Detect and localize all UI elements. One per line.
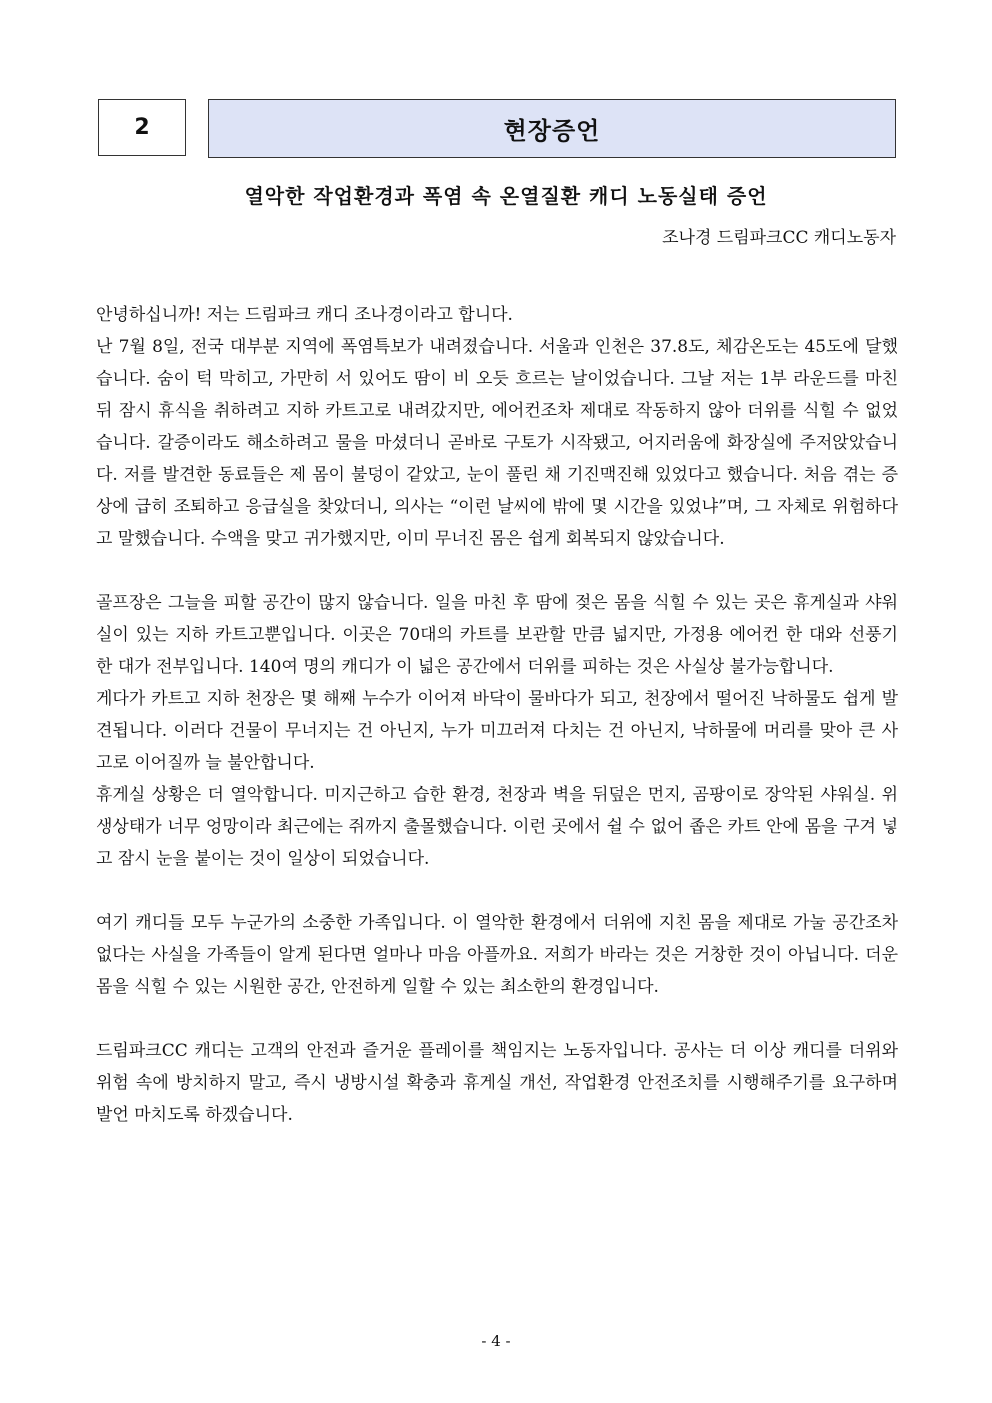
paragraph-family: 여기 캐디들 모두 누군가의 소중한 가족입니다. 이 열악한 환경에서 더위에 지친 몸을 제대로 가눌 공간조차 없다는 사실을 가족들이 알게 된다면 얼마나 마음 아플까요. 저희가 바라는 것은 거창한 것이 아닙니다. 더운 몸을 식힐 수 있는 시원한 공간, 안전하게 일할 수 있는 최소한의 환경입니다. [96,913,898,997]
paragraph-rest-area: 휴게실 상황은 더 열악합니다. 미지근하고 습한 환경, 천장과 벽을 뒤덮은 먼지, 곰팡이로 장악된 샤워실. 위생상태가 너무 엉망이라 최근에는 쥐까지 출몰했습니다. 이런 곳에서 쉴 수 없어 좁은 카트 안에 몸을 구겨 넣고 잠시 눈을 붙이는 것이 일상이 되었습니다. [96,785,898,869]
page-number: - 4 - [481,1332,511,1350]
paragraph-demand: 드림파크CC 캐디는 고객의 안전과 즐거운 플레이를 책임지는 노동자입니다. 공사는 더 이상 캐디를 더위와 위험 속에 방치하지 말고, 즉시 냉방시설 확충과 휴게실 개선, 작업환경 안전조치를 시행해주기를 요구하며 발언 마치도록 하겠습니다. [96,1041,898,1125]
document-body [96,299,898,1131]
paragraph-greeting: 안녕하십니까! 저는 드림파크 캐디 조나경이라고 합니다. [96,305,513,325]
section-title: 현장증언 [208,99,896,158]
paragraph-facilities: 골프장은 그늘을 피할 공간이 많지 않습니다. 일을 마친 후 땀에 젖은 몸을 식힐 수 있는 곳은 휴게실과 샤워실이 있는 지하 카트고뿐입니다. 이곳은 70대의 카트를 보관할 만큼 넓지만, 가정용 에어컨 한 대와 선풍기 한 대가 전부입니다. 140여 명의 캐디가 이 넓은 공간에서 더위를 피하는 것은 사실상 불가능합니다. [96,593,898,677]
paragraph-ceiling-leak: 게다가 카트고 지하 천장은 몇 해째 누수가 이어져 바닥이 물바다가 되고, 천장에서 떨어진 낙하물도 쉽게 발견됩니다. 이러다 건물이 무너지는 건 아닌지, 누가 미끄러져 다치는 건 아닌지, 낙하물에 머리를 맞아 큰 사고로 이어질까 늘 불안합니다. [96,689,898,773]
paragraph-spacer [96,1003,898,1035]
section-number: 2 [98,99,186,156]
paragraph-incident: 난 7월 8일, 전국 대부분 지역에 폭염특보가 내려졌습니다. 서울과 인천은 37.8도, 체감온도는 45도에 달했습니다. 숨이 턱 막히고, 가만히 서 있어도 땀이 비 오듯 흐르는 날이었습니다. 그날 저는 1부 라운드를 마친 뒤 잠시 휴식을 취하려고 지하 카트고로 내려갔지만, 에어컨조차 제대로 작동하지 않아 더위를 식힐 수 없었습니다. 갈증이라도 해소하려고 물을 마셨더니 곧바로 구토가 시작됐고, 어지러움에 화장실에 주저앉았습니다. 저를 발견한 동료들은 제 몸이 불덩이 같았고, 눈이 풀린 채 기진맥진해 있었다고 했습니다. 처음 겪는 증상에 급히 조퇴하고 응급실을 찾았더니, 의사는 “이런 날씨에 밖에 몇 시간을 있었냐”며, 그 자체로 위험하다고 말했습니다. 수액을 맞고 귀가했지만, 이미 무너진 몸은 쉽게 회복되지 않았습니다. [96,337,898,549]
document-author: 조나경 드림파크CC 캐디노동자 [662,228,896,248]
paragraph-spacer [96,875,898,907]
document-title: 열악한 작업환경과 폭염 속 온열질환 캐디 노동실태 증언 [244,184,768,208]
paragraph-spacer [96,555,898,587]
